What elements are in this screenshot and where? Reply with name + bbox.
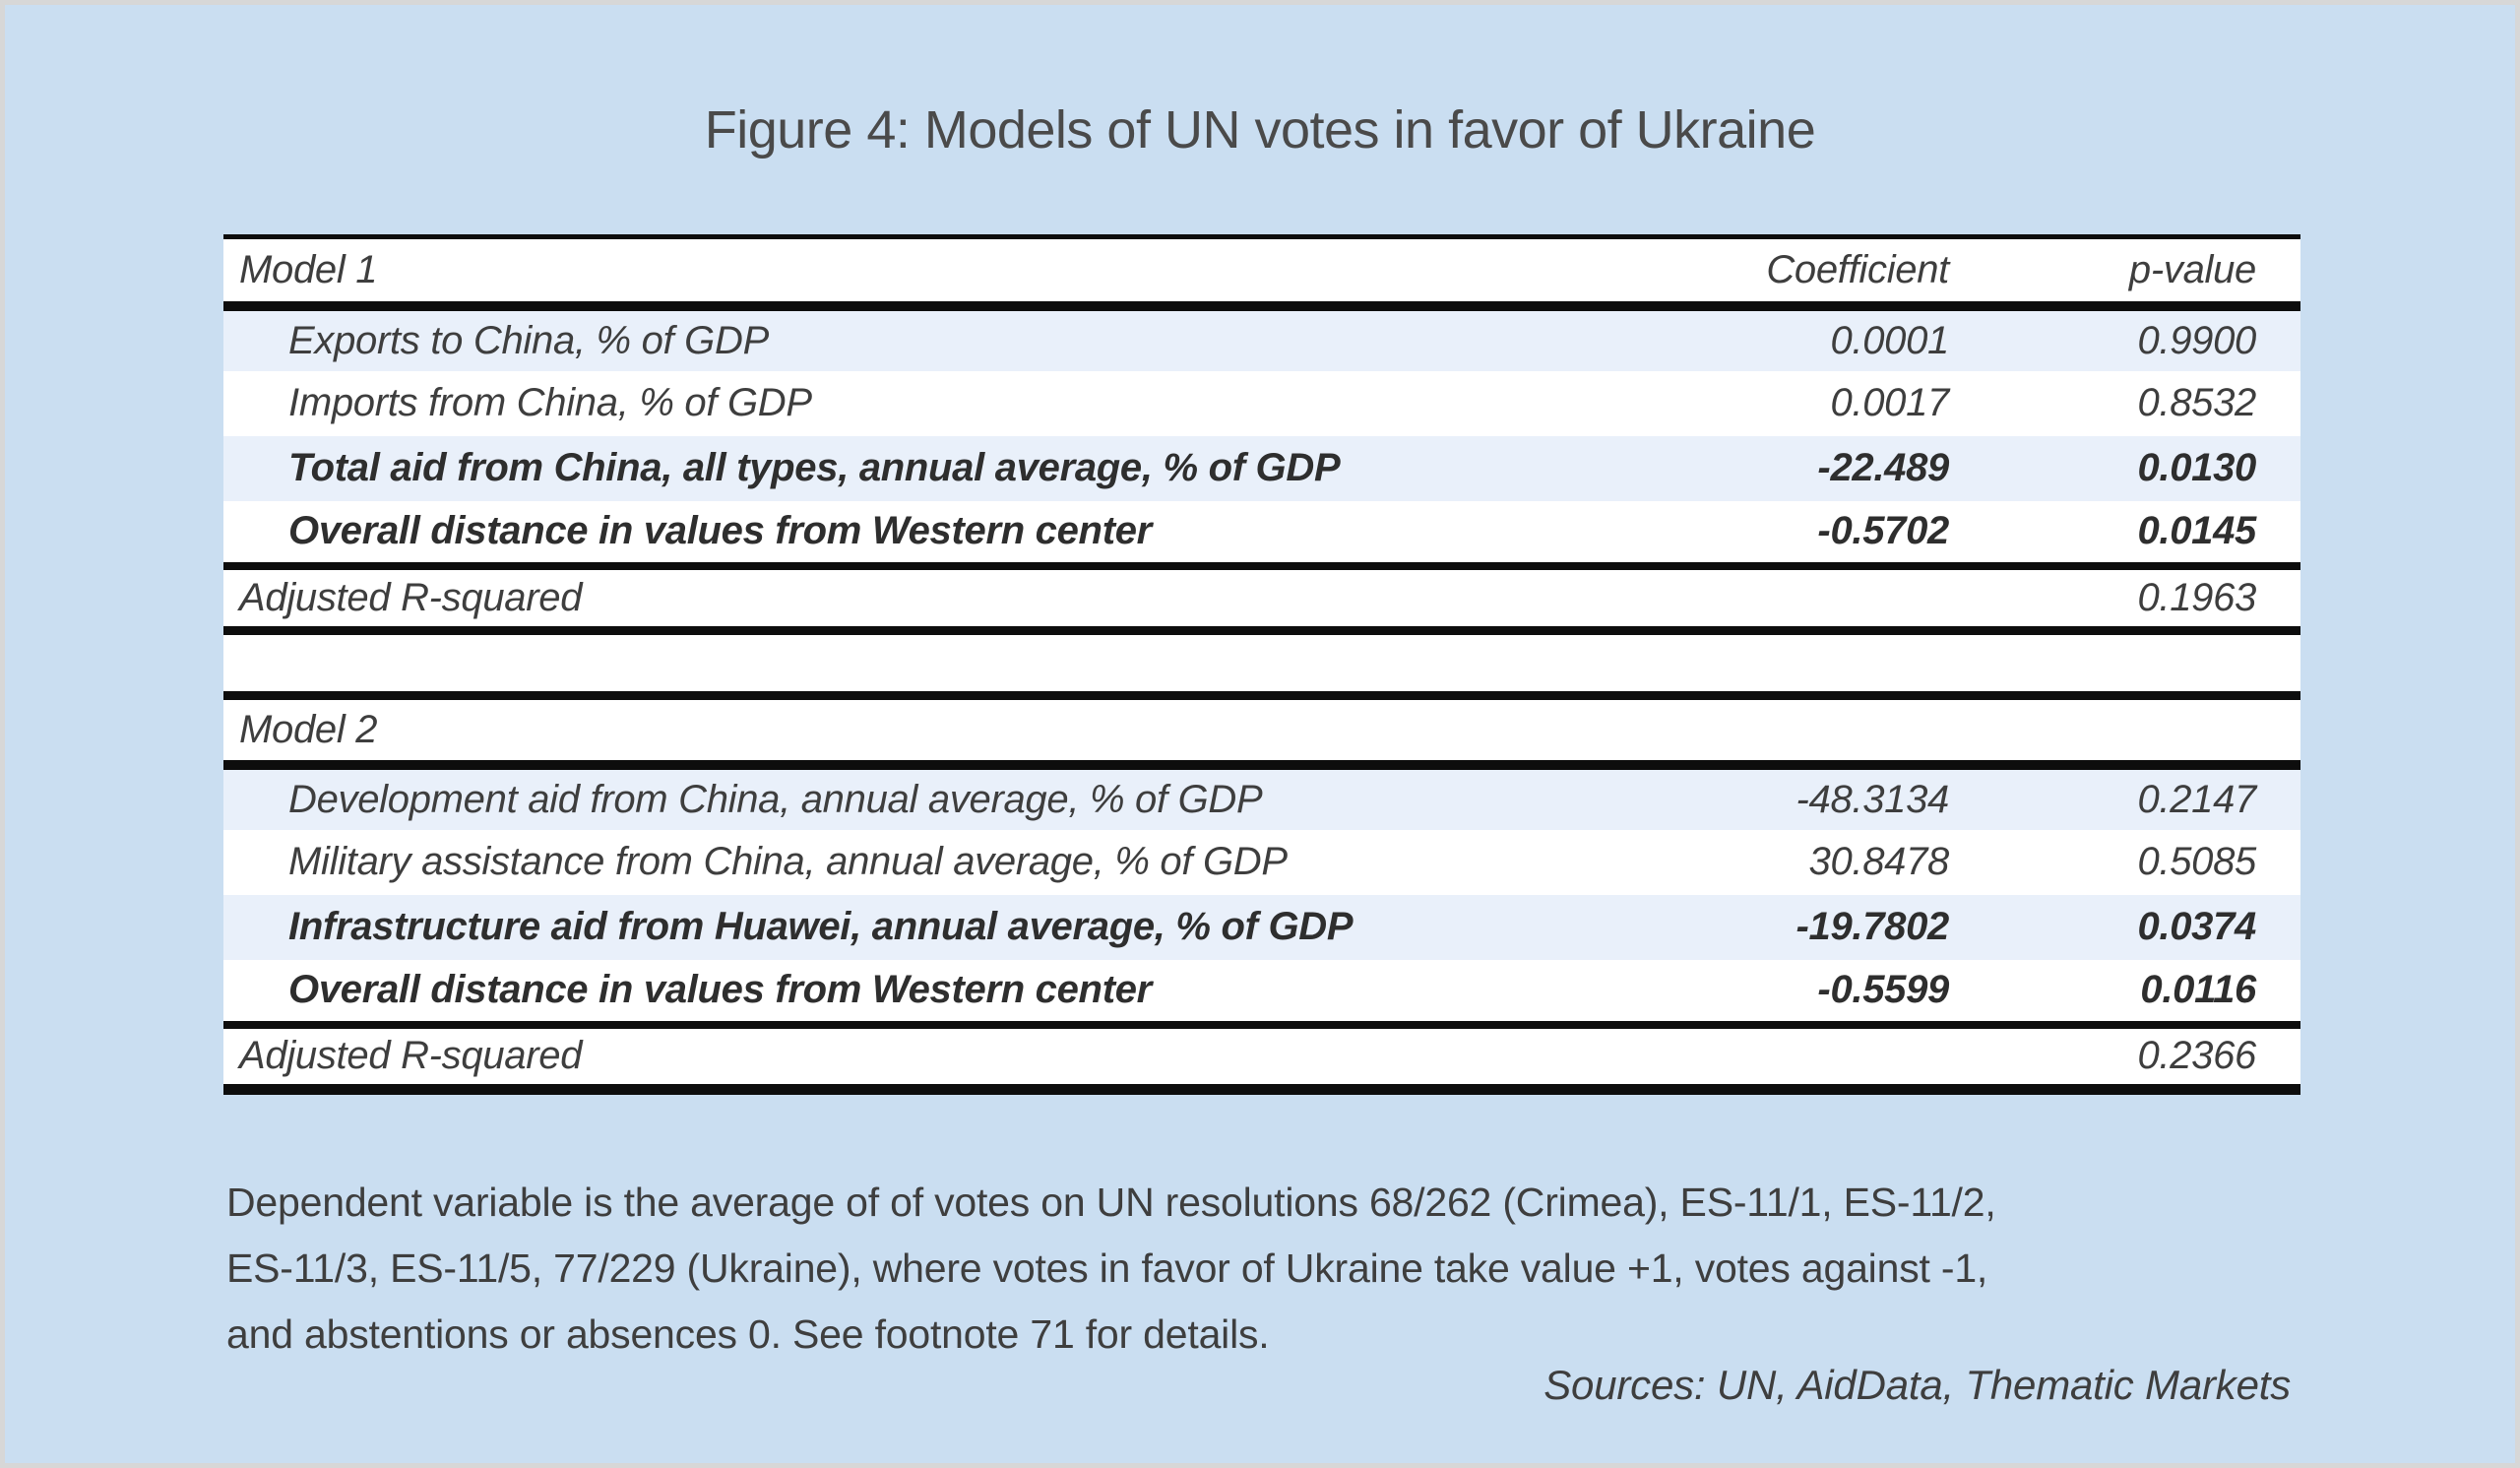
- coefficient-value: -0.5702: [1817, 509, 1949, 552]
- coefficient-value: -0.5599: [1817, 968, 1949, 1011]
- p-value: 0.0116: [2140, 968, 2256, 1011]
- dependent-variable-footnote: [226, 1170, 2323, 1368]
- variable-label: Infrastructure aid from Huawei, annual average, % of GDP: [288, 905, 1354, 948]
- model1-title: Model 1: [239, 247, 378, 291]
- footnote-line: ES-11/3, ES-11/5, 77/229 (Ukraine), where votes in favor of Ukraine take value +1, votes against -1,: [226, 1245, 1988, 1291]
- variable-label: Military assistance from China, annual average, % of GDP: [288, 840, 1288, 883]
- p-value: 0.0130: [2137, 446, 2256, 489]
- model2-header-row: [223, 696, 2300, 765]
- coefficient-value: 0.0001: [1830, 318, 1949, 362]
- table-row: [223, 371, 2300, 436]
- variable-label: Development aid from China, annual average, % of GDP: [288, 777, 1263, 821]
- footnote-line: and abstentions or absences 0. See footnote 71 for details.: [226, 1311, 1270, 1357]
- empty-cell: [1961, 696, 2300, 765]
- p-value: 0.0145: [2137, 509, 2256, 552]
- p-value: 0.8532: [2137, 381, 2256, 424]
- variable-label: Overall distance in values from Western center: [288, 968, 1152, 1011]
- adjusted-r-squared-value: 0.2366: [2137, 1034, 2256, 1078]
- model2-title: Model 2: [239, 707, 378, 751]
- table-row-significant: [223, 501, 2300, 566]
- regression-results-table: [223, 234, 2300, 1095]
- empty-cell: [1636, 1025, 1961, 1090]
- coefficient-value: -48.3134: [1796, 777, 1949, 821]
- coefficient-value: 0.0017: [1830, 381, 1949, 424]
- p-value: 0.2147: [2137, 777, 2256, 821]
- variable-label: Exports to China, % of GDP: [288, 318, 769, 362]
- variable-label: Imports from China, % of GDP: [288, 381, 812, 424]
- adjusted-r-squared-label: Adjusted R-squared: [239, 1034, 583, 1078]
- table-row-significant: [223, 436, 2300, 501]
- section-spacer-row: [223, 631, 2300, 696]
- adjusted-r-squared-label: Adjusted R-squared: [239, 575, 583, 619]
- coefficient-value: -22.489: [1817, 446, 1949, 489]
- p-value: 0.5085: [2137, 840, 2256, 883]
- variable-label: Overall distance in values from Western center: [288, 509, 1152, 552]
- footnote-line: Dependent variable is the average of of votes on UN resolutions 68/262 (Crimea), ES-11/1, ES-11/2,: [226, 1180, 1996, 1225]
- empty-cell: [1636, 566, 1961, 631]
- figure-title: Figure 4: Models of UN votes in favor of Ukraine: [704, 100, 1816, 160]
- table-row: [223, 830, 2300, 895]
- coefficient-value: 30.8478: [1808, 840, 1949, 883]
- variable-label: Total aid from China, all types, annual average, % of GDP: [288, 446, 1341, 489]
- coefficient-column-header: Coefficient: [1766, 247, 1949, 291]
- table-row-significant: [223, 960, 2300, 1025]
- coefficient-value: -19.7802: [1796, 905, 1949, 948]
- table-row: [223, 306, 2300, 371]
- sources-attribution: Sources: UN, AidData, Thematic Markets: [1544, 1362, 2291, 1408]
- adjusted-r-squared-value: 0.1963: [2137, 575, 2256, 619]
- p-value: 0.0374: [2137, 905, 2256, 948]
- model1-adjusted-r-squared-row: [223, 566, 2300, 631]
- p-value-column-header: p-value: [2128, 247, 2256, 291]
- table-row: [223, 765, 2300, 830]
- model1-header-row: [223, 237, 2300, 306]
- model2-adjusted-r-squared-row: [223, 1025, 2300, 1090]
- table-row-significant: [223, 895, 2300, 960]
- empty-cell: [1636, 696, 1961, 765]
- p-value: 0.9900: [2137, 318, 2256, 362]
